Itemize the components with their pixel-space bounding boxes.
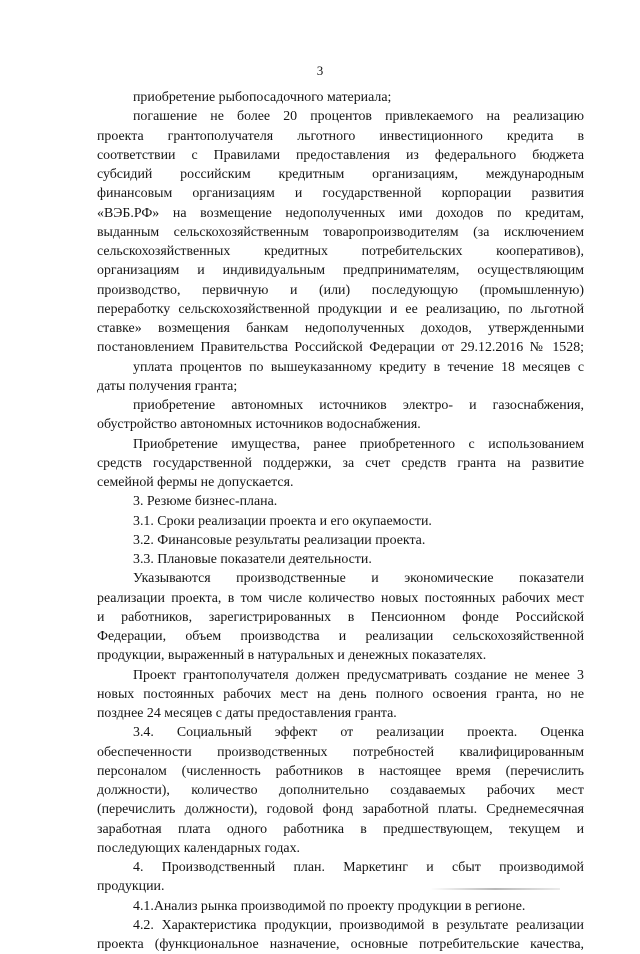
text-line: производство, первичную и (или) последующую (промышленную): [97, 282, 584, 298]
text-line: соответствии с Правилами предоставления из федерального бюджета: [97, 147, 584, 163]
text-line: субсидий российским кредитным организациям, международным: [97, 167, 584, 182]
text-line: 4.1.Анализ рынка производимой по проекту продукции в регионе.: [133, 898, 526, 914]
text-line: 3. Резюме бизнес-плана.: [133, 494, 278, 510]
text-line: позднее 24 месяцев с даты предоставления гранта.: [97, 706, 397, 721]
text-line: новых постоянных рабочих мест на день полного освоения гранта, но не: [97, 686, 584, 702]
document-body: [97, 88, 584, 954]
text-line: 4. Производственный план. Маркетинг и сбыт производимой: [133, 860, 584, 875]
text-line: обустройство автономных источников водоснабжения.: [97, 417, 421, 433]
text-line: выданным сельскохозяйственным товаропроизводителям (за исключением: [97, 224, 584, 240]
scan-smudge: [430, 888, 560, 890]
page-number: 3: [316, 63, 324, 78]
text-line: приобретение рыбопосадочного материала;: [133, 90, 392, 105]
text-line: организациям и индивидуальным предпринимателям, осуществляющим: [97, 263, 584, 279]
text-line: реализации проекта, в том числе количество новых постоянных рабочих мест: [97, 590, 584, 606]
text-line: проекта (функциональное назначение, основные потребительские качества,: [97, 937, 584, 952]
text-line: заработная плата одного работника в предшествующем, текущем и: [97, 821, 584, 837]
text-line: «ВЭБ.РФ» на возмещение недополученных ими доходов по кредитам,: [97, 205, 584, 221]
text-line: Федерации, объем производства и реализации сельскохозяйственной: [97, 629, 584, 644]
text-line: финансовым организациям и государственной корпорации развития: [97, 186, 584, 202]
text-line: (перечислить должности), годовой фонд заработной платы. Среднемесячная: [97, 802, 584, 818]
text-line: 3.2. Финансовые результаты реализации проекта.: [133, 532, 426, 548]
text-line: 3.1. Сроки реализации проекта и его окупаемости.: [133, 513, 432, 529]
text-line: средств государственной поддержки, за счет средств гранта на развитие: [97, 455, 584, 471]
text-line: 4.2. Характеристика продукции, производимой в результате реализации: [133, 917, 584, 933]
text-line: даты получения гранта;: [97, 378, 238, 394]
text-line: персоналом (численность работников в настоящее время (перечислить: [97, 763, 584, 779]
text-line: сельскохозяйственных кредитных потребительских кооперативов),: [97, 244, 584, 259]
text-line: переработку сельскохозяйственной продукции и ее реализацию, по льготной: [97, 301, 584, 317]
text-line: постановлением Правительства Российской Федерации от 29.12.2016 № 1528;: [97, 340, 584, 356]
text-line: 3.4. Социальный эффект от реализации проекта. Оценка: [133, 725, 584, 741]
text-line: 3.3. Плановые показатели деятельности.: [133, 552, 372, 567]
text-line: Проект грантополучателя должен предусматривать создание не менее 3: [133, 667, 584, 683]
text-line: уплата процентов по вышеуказанному кредиту в течение 18 месяцев с: [133, 359, 584, 375]
text-line: должности), количество дополнительно создаваемых рабочих мест: [97, 783, 584, 798]
text-line: продукции.: [97, 879, 165, 895]
text-line: семейной фермы не допускается.: [97, 475, 294, 490]
text-line: последующих календарных годах.: [97, 840, 301, 856]
text-line: обеспеченности производственных потребностей квалифицированным: [97, 744, 584, 760]
text-line: ставке» возмещения банкам недополученных доходов, утвержденными: [97, 321, 584, 336]
text-line: проекта грантополучателя льготного инвестиционного кредита в: [97, 128, 584, 144]
text-line: и работников, зарегистрированных в Пенсионном фонде Российской: [97, 609, 584, 625]
text-line: продукции, выраженный в натуральных и денежных показателях.: [97, 648, 487, 664]
text-line: Указываются производственные и экономические показатели: [133, 571, 584, 587]
text-line: приобретение автономных источников электро- и газоснабжения,: [133, 398, 584, 413]
text-line: Приобретение имущества, ранее приобретенного с использованием: [133, 436, 584, 452]
text-line: погашение не более 20 процентов привлекаемого на реализацию: [133, 109, 584, 125]
